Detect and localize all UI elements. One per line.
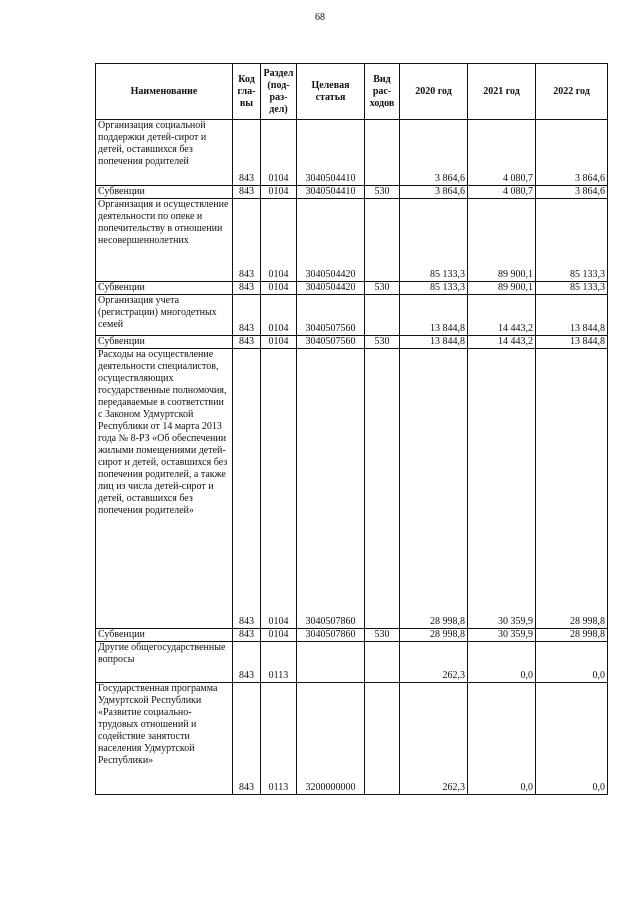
row-2022: 85 133,3 [536,282,608,295]
row-code: 843 [233,642,261,683]
row-target: 3040504410 [297,186,365,199]
header-code: Код гла-вы [233,64,261,120]
header-name: Наименование [96,64,233,120]
row-2020: 85 133,3 [400,282,468,295]
page-number: 68 [315,12,325,23]
row-2021: 89 900,1 [468,199,536,282]
row-name: Субвенции [96,282,233,295]
row-2022: 85 133,3 [536,199,608,282]
row-kind [365,642,400,683]
row-kind [365,295,400,336]
row-name: Субвенции [96,186,233,199]
row-code: 843 [233,199,261,282]
row-name: Другие общегосударственные вопросы [96,642,233,683]
header-section: Раздел (под-раз-дел) [261,64,297,120]
row-target: 3040507560 [297,336,365,349]
row-2021: 30 359,9 [468,349,536,629]
row-name: Государственная программа Удмуртской Республики «Развитие социально-трудовых отношений и содействие занятости населения Удмуртской Республики» [96,683,233,795]
row-2021: 89 900,1 [468,282,536,295]
table-row [96,186,608,199]
row-2022: 28 998,8 [536,349,608,629]
row-name: Организация и осуществление деятельности по опеке и попечительству в отношении несовершеннолетних [96,199,233,282]
row-2022: 3 864,6 [536,120,608,186]
row-2020: 28 998,8 [400,629,468,642]
row-code: 843 [233,683,261,795]
header-target: Целевая статья [297,64,365,120]
row-2021: 14 443,2 [468,336,536,349]
row-section: 0113 [261,642,297,683]
row-section: 0104 [261,629,297,642]
row-section: 0104 [261,349,297,629]
row-2021: 30 359,9 [468,629,536,642]
row-2022: 0,0 [536,683,608,795]
row-2022: 13 844,8 [536,295,608,336]
header-kind: Вид рас-ходов [365,64,400,120]
row-2021: 0,0 [468,683,536,795]
row-2020: 13 844,8 [400,295,468,336]
table-row [96,336,608,349]
row-2022: 13 844,8 [536,336,608,349]
row-code: 843 [233,295,261,336]
row-section: 0113 [261,683,297,795]
table-row [96,629,608,642]
row-2022: 0,0 [536,642,608,683]
row-2020: 3 864,6 [400,186,468,199]
table-row [96,199,608,282]
table-row [96,642,608,683]
row-2021: 0,0 [468,642,536,683]
row-code: 843 [233,120,261,186]
row-name: Организация социальной поддержки детей-сирот и детей, оставшихся без попечения родителей [96,120,233,186]
row-kind [365,349,400,629]
row-2020: 262,3 [400,642,468,683]
row-2022: 3 864,6 [536,186,608,199]
table-header-row [96,64,608,120]
row-section: 0104 [261,186,297,199]
row-2021: 4 080,7 [468,120,536,186]
row-2021: 14 443,2 [468,295,536,336]
row-kind [365,683,400,795]
row-2022: 28 998,8 [536,629,608,642]
row-name: Субвенции [96,629,233,642]
row-target: 3040507560 [297,295,365,336]
row-target: 3040507860 [297,349,365,629]
row-kind: 530 [365,629,400,642]
row-section: 0104 [261,120,297,186]
row-2020: 85 133,3 [400,199,468,282]
table-row [96,120,608,186]
row-code: 843 [233,282,261,295]
row-code: 843 [233,349,261,629]
header-2020: 2020 год [400,64,468,120]
row-target: 3040507860 [297,629,365,642]
row-name: Организация учета (регистрации) многодетных семей [96,295,233,336]
row-name: Расходы на осуществление деятельности специалистов, осуществляющих государственные полномочия, передаваемые в соответствии с Законом Удмуртской Республики от 14 марта 2013 года № 8-РЗ «Об обеспечении жилыми помещениями детей-сирот и детей, оставшихся без попечения родителей, а также лиц из числа детей-сирот и детей, оставшихся без попечения родителей» [96,349,233,629]
row-kind [365,199,400,282]
table-row [96,282,608,295]
row-kind: 530 [365,186,400,199]
row-kind: 530 [365,282,400,295]
row-target [297,642,365,683]
header-2022: 2022 год [536,64,608,120]
row-2021: 4 080,7 [468,186,536,199]
row-target: 3200000000 [297,683,365,795]
table-row [96,349,608,629]
row-target: 3040504420 [297,282,365,295]
row-kind [365,120,400,186]
row-target: 3040504410 [297,120,365,186]
row-code: 843 [233,186,261,199]
header-2021: 2021 год [468,64,536,120]
table-row [96,295,608,336]
row-2020: 3 864,6 [400,120,468,186]
row-2020: 262,3 [400,683,468,795]
row-name: Субвенции [96,336,233,349]
table-row [96,683,608,795]
row-section: 0104 [261,295,297,336]
row-section: 0104 [261,199,297,282]
row-section: 0104 [261,282,297,295]
row-target: 3040504420 [297,199,365,282]
row-kind: 530 [365,336,400,349]
row-code: 843 [233,336,261,349]
row-section: 0104 [261,336,297,349]
row-2020: 28 998,8 [400,349,468,629]
row-code: 843 [233,629,261,642]
budget-table [95,63,608,795]
row-2020: 13 844,8 [400,336,468,349]
